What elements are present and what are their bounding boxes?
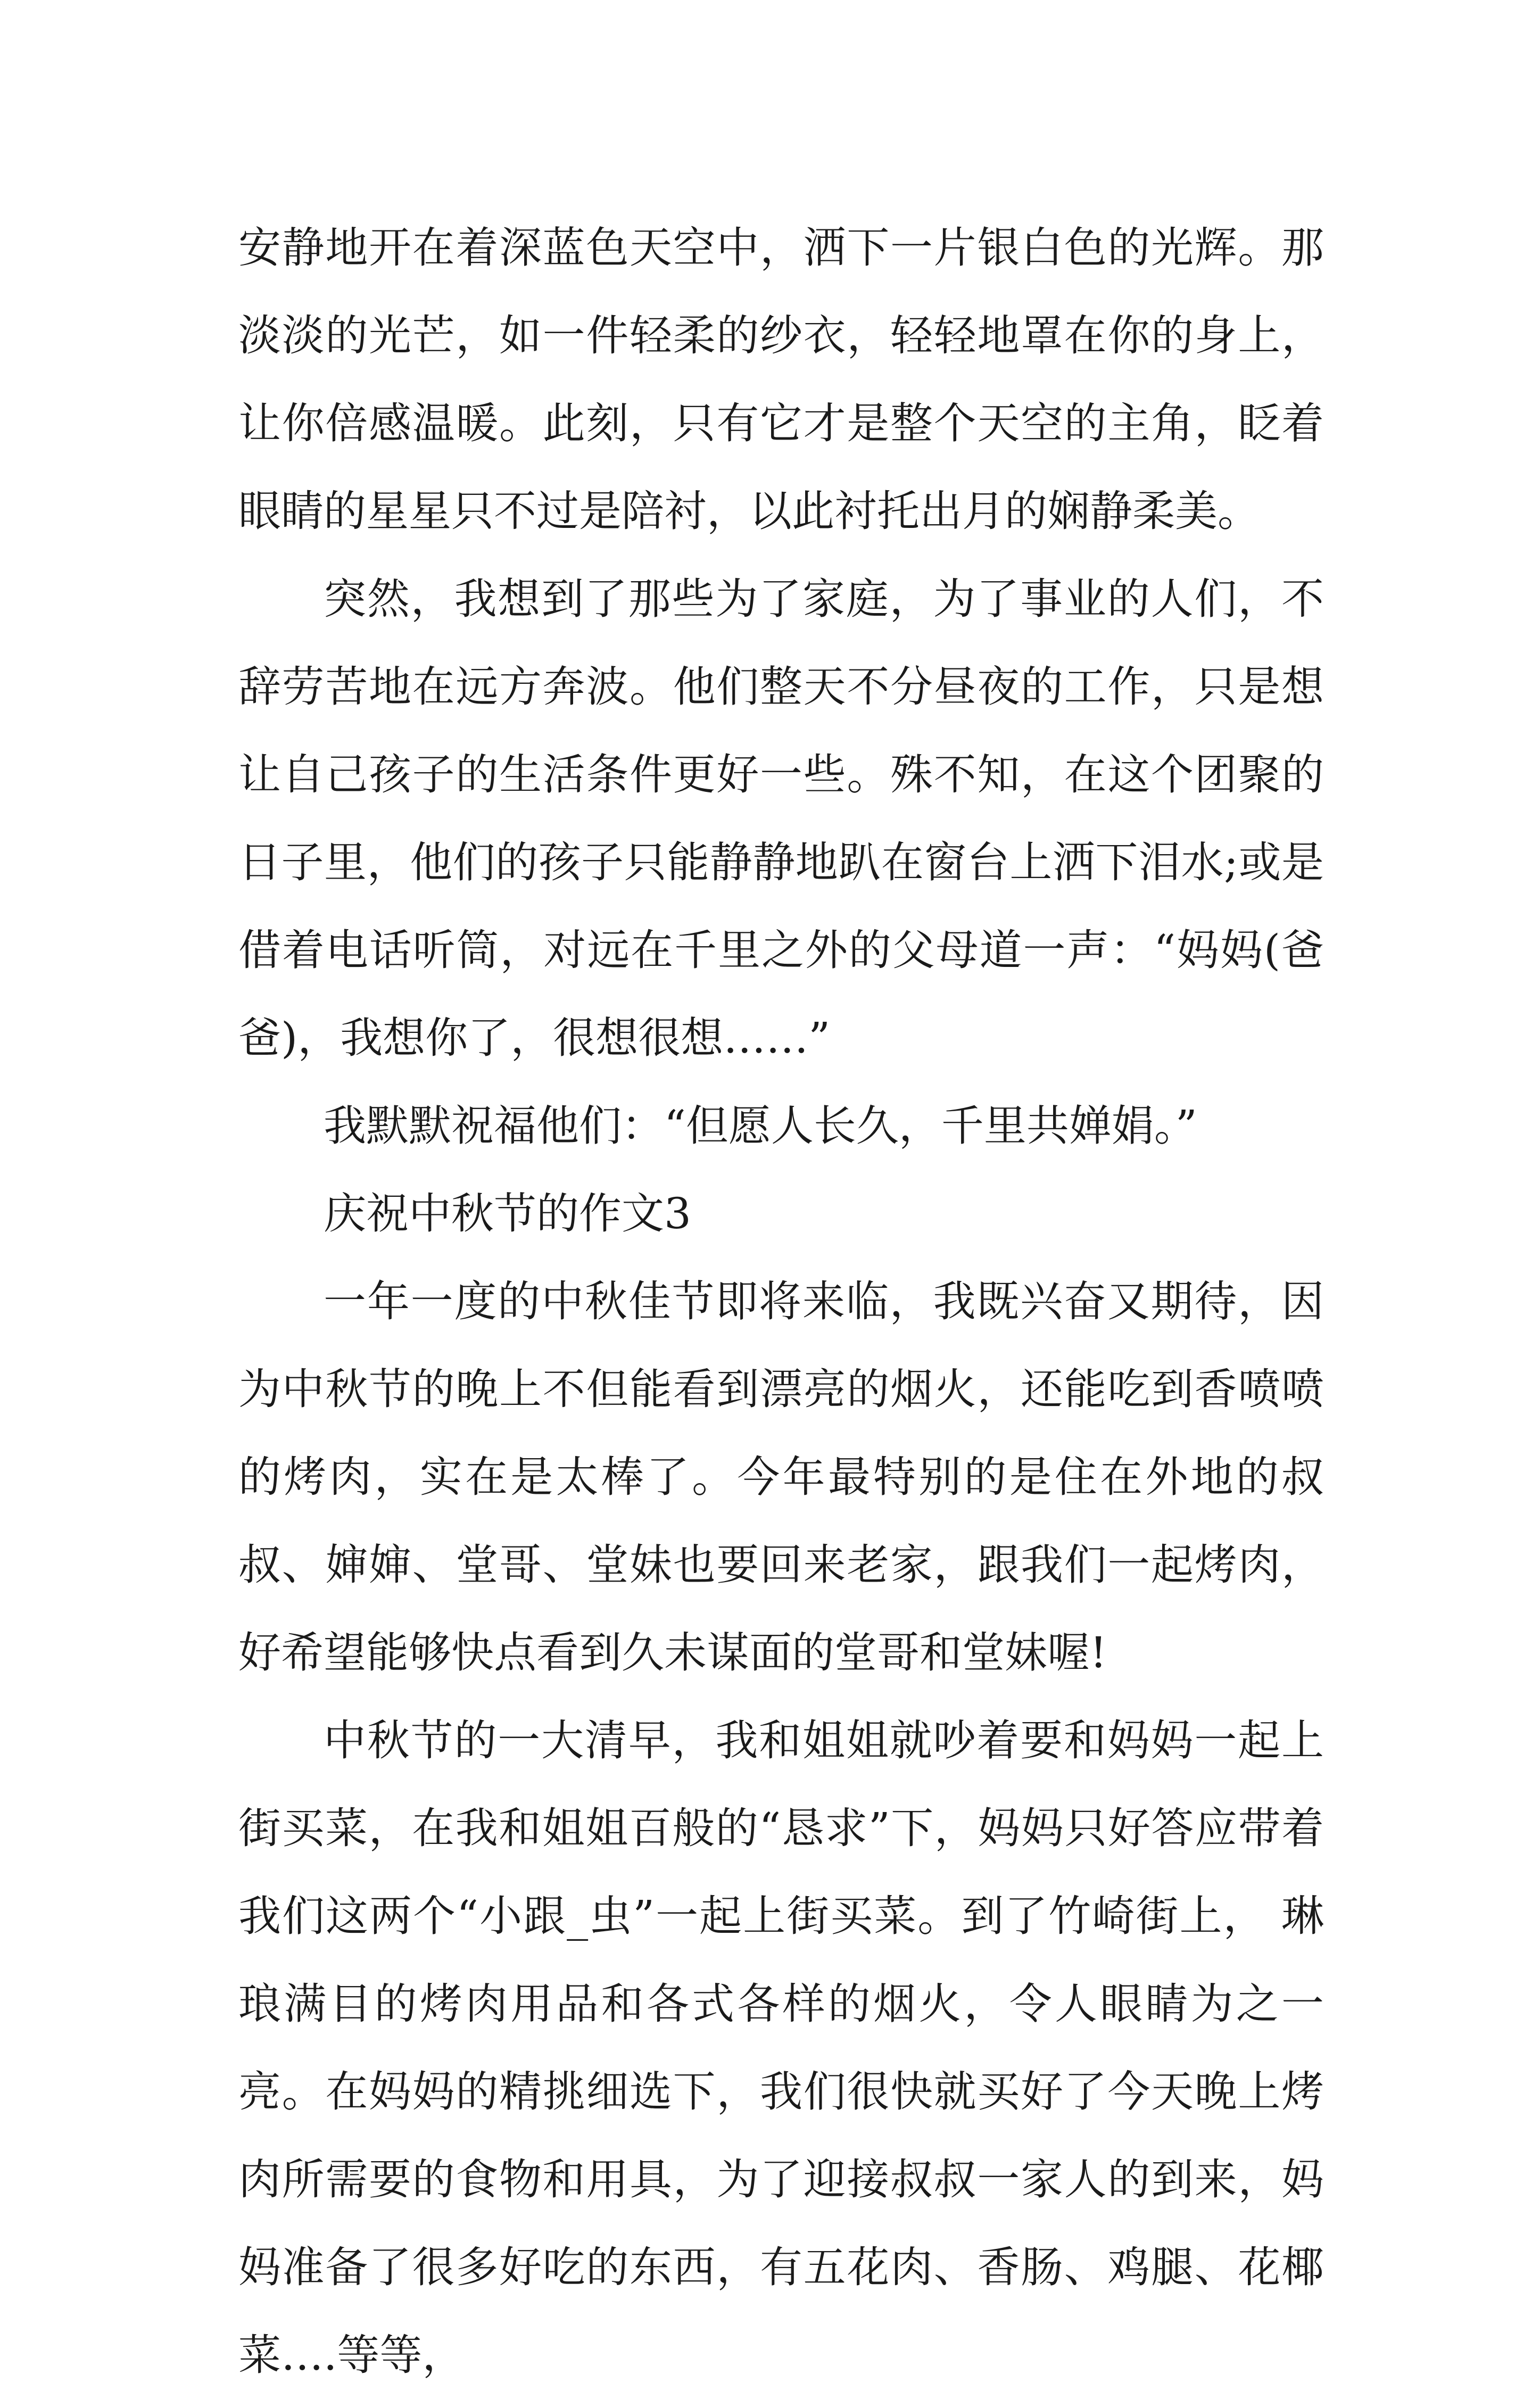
- section-heading: 庆祝中秋节的作文3: [324, 1189, 691, 1238]
- paragraph-3: 我默默祝福他们：“但愿人长久，千里共婵娟。”: [324, 1101, 1197, 1151]
- paragraph-4: 一年一度的中秋佳节即将来临，我既兴奋又期待，因为中秋节的晚上不但能看到漂亮的烟火，还能吃到香喷喷的烤肉，实在是太棒了。今年最特别的是住在外地的叔叔、婶婶、堂哥、堂妹也要回来老家，跟我们一起烤肉，好希望能够快点看到久未谋面的堂哥和堂妹喔!: [238, 1277, 1324, 1677]
- paragraph-5: 中秋节的一大清早，我和姐姐就吵着要和妈妈一起上街买菜，在我和姐姐百般的“恳求”下，妈妈只好答应带着我们这两个“小跟_虫”一起上街买菜。到了竹崎街上， 琳琅满目的烤肉用品和各式各样的烟火，令人眼睛为之一亮。在妈妈的精挑细选下，我们很快就买好了今天晚上烤肉所需要的食物和用具，为了迎接叔叔一家人的到来，妈妈准备了很多好吃的东西，有五花肉、香肠、鸡腿、花椰菜….等等，: [238, 1716, 1324, 2380]
- paragraph-2: 突然，我想到了那些为了家庭，为了事业的人们，不辞劳苦地在远方奔波。他们整天不分昼夜的工作，只是想让自己孩子的生活条件更好一些。殊不知，在这个团聚的日子里，他们的孩子只能静静地趴在窗台上洒下泪水;或是借着电话听筒，对远在千里之外的父母道一声：“妈妈(爸爸)，我想你了，很想很想……”: [238, 574, 1324, 1063]
- paragraph-1: 安静地开在着深蓝色天空中，洒下一片银白色的光辉。那淡淡的光芒，如一件轻柔的纱衣，轻轻地罩在你的身上，让你倍感温暖。此刻，只有它才是整个天空的主角，眨着眼睛的星星只不过是陪衬，以此衬托出月的娴静柔美。: [238, 223, 1324, 536]
- document-body: [238, 204, 1324, 2399]
